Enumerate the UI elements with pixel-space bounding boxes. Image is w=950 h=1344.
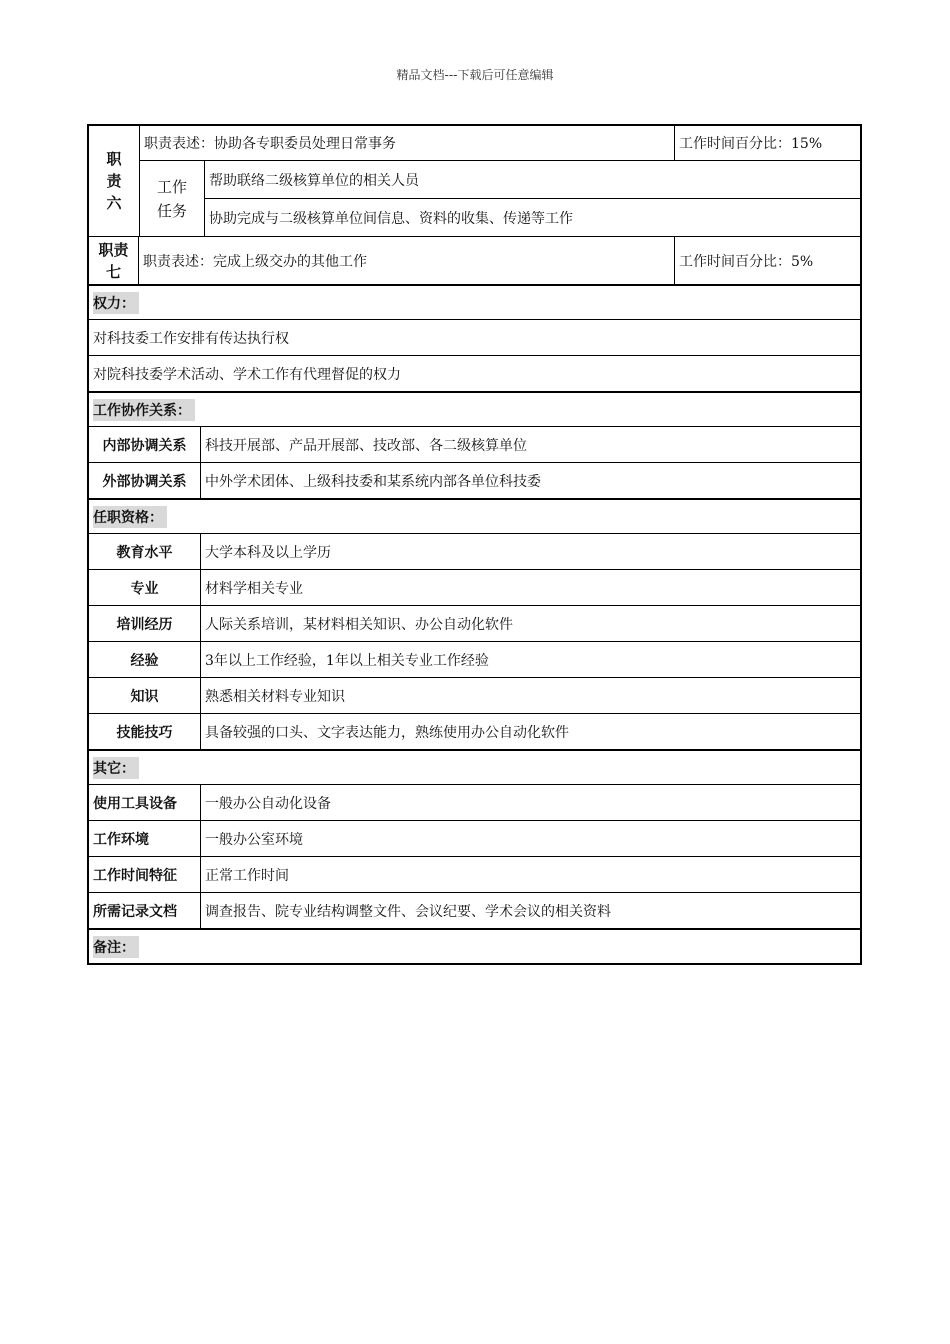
other-section [89,749,860,784]
qualification-row [89,605,860,641]
relations-title: 工作协作关系： [89,393,199,426]
duty-seven-char: 职责 [98,240,129,259]
task-label-line: 任务 [156,201,187,220]
other-title: 其它： [89,751,143,784]
authority-text: 对科技委工作安排有传达执行权 [93,330,289,347]
remarks-section [89,928,860,963]
qualification-label: 经验 [89,642,201,677]
duty-seven-row [89,236,860,284]
other-label: 工作时间特征 [89,857,201,892]
relation-value: 中外学术团体、上级科技委和某系统内部各单位科技委 [205,473,541,490]
task-item: 帮助联络二级核算单位的相关人员 [209,172,419,189]
qualification-row [89,713,860,749]
qualification-label: 专业 [89,570,201,605]
other-row [89,892,860,928]
task-label [140,161,205,236]
other-label: 所需记录文档 [89,893,201,928]
remarks-title: 备注： [89,930,143,963]
qualification-label: 知识 [89,678,201,713]
authority-title: 权力： [89,286,143,319]
other-value: 一般办公自动化设备 [205,795,331,812]
duty-six-description: 职责表述：协助各专职委员处理日常事务 [144,136,396,152]
job-description-table [87,124,862,965]
qualifications-section [89,498,860,533]
relation-label: 内部协调关系 [89,427,201,462]
qualification-value: 熟悉相关材料专业知识 [205,688,345,705]
qualification-row [89,569,860,605]
qualification-label: 技能技巧 [89,714,201,749]
duty-six-block [89,126,860,236]
qualifications-title: 任职资格： [89,500,171,533]
qualification-row [89,533,860,569]
duty-six-time-percent: 工作时间百分比：15% [674,126,860,160]
duty-seven-description: 职责表述：完成上级交办的其他工作 [143,253,367,270]
duty-seven-char: 七 [105,262,121,281]
duty-six-label [89,126,140,236]
qualification-value: 大学本科及以上学历 [205,544,331,561]
task-item: 协助完成与二级核算单位间信息、资料的收集、传递等工作 [205,198,860,236]
relation-value: 科技开展部、产品开展部、技改部、各二级核算单位 [205,437,527,454]
other-row [89,784,860,820]
page-header: 精品文档---下载后可任意编辑 [396,68,554,82]
relation-row [89,426,860,462]
other-row [89,856,860,892]
other-row [89,820,860,856]
duty-seven-time-percent: 工作时间百分比：5% [674,237,860,284]
duty-six-char: 职 [106,150,122,168]
qualification-value: 3年以上工作经验，1年以上相关专业工作经验 [205,652,489,669]
authority-item [89,355,860,391]
qualification-label: 培训经历 [89,606,201,641]
other-value: 一般办公室环境 [205,831,303,848]
other-value: 调查报告、院专业结构调整文件、会议纪要、学术会议的相关资料 [205,903,611,920]
authority-item [89,319,860,355]
relation-label: 外部协调关系 [89,463,201,498]
duty-six-char: 责 [106,172,122,190]
qualification-label: 教育水平 [89,534,201,569]
duty-six-char: 六 [106,194,122,212]
other-label: 使用工具设备 [89,785,201,820]
qualification-value: 具备较强的口头、文字表达能力，熟练使用办公自动化软件 [205,724,569,741]
task-label-line: 工作 [156,177,187,196]
authority-section [89,284,860,319]
other-label: 工作环境 [89,821,201,856]
qualification-row [89,677,860,713]
relations-section [89,391,860,426]
qualification-value: 材料学相关专业 [205,580,303,597]
qualification-row [89,641,860,677]
duty-seven-label [89,237,139,284]
relation-row [89,462,860,498]
authority-text: 对院科技委学术活动、学术工作有代理督促的权力 [93,366,401,383]
qualification-value: 人际关系培训，某材料相关知识、办公自动化软件 [205,616,513,633]
other-value: 正常工作时间 [205,867,289,884]
